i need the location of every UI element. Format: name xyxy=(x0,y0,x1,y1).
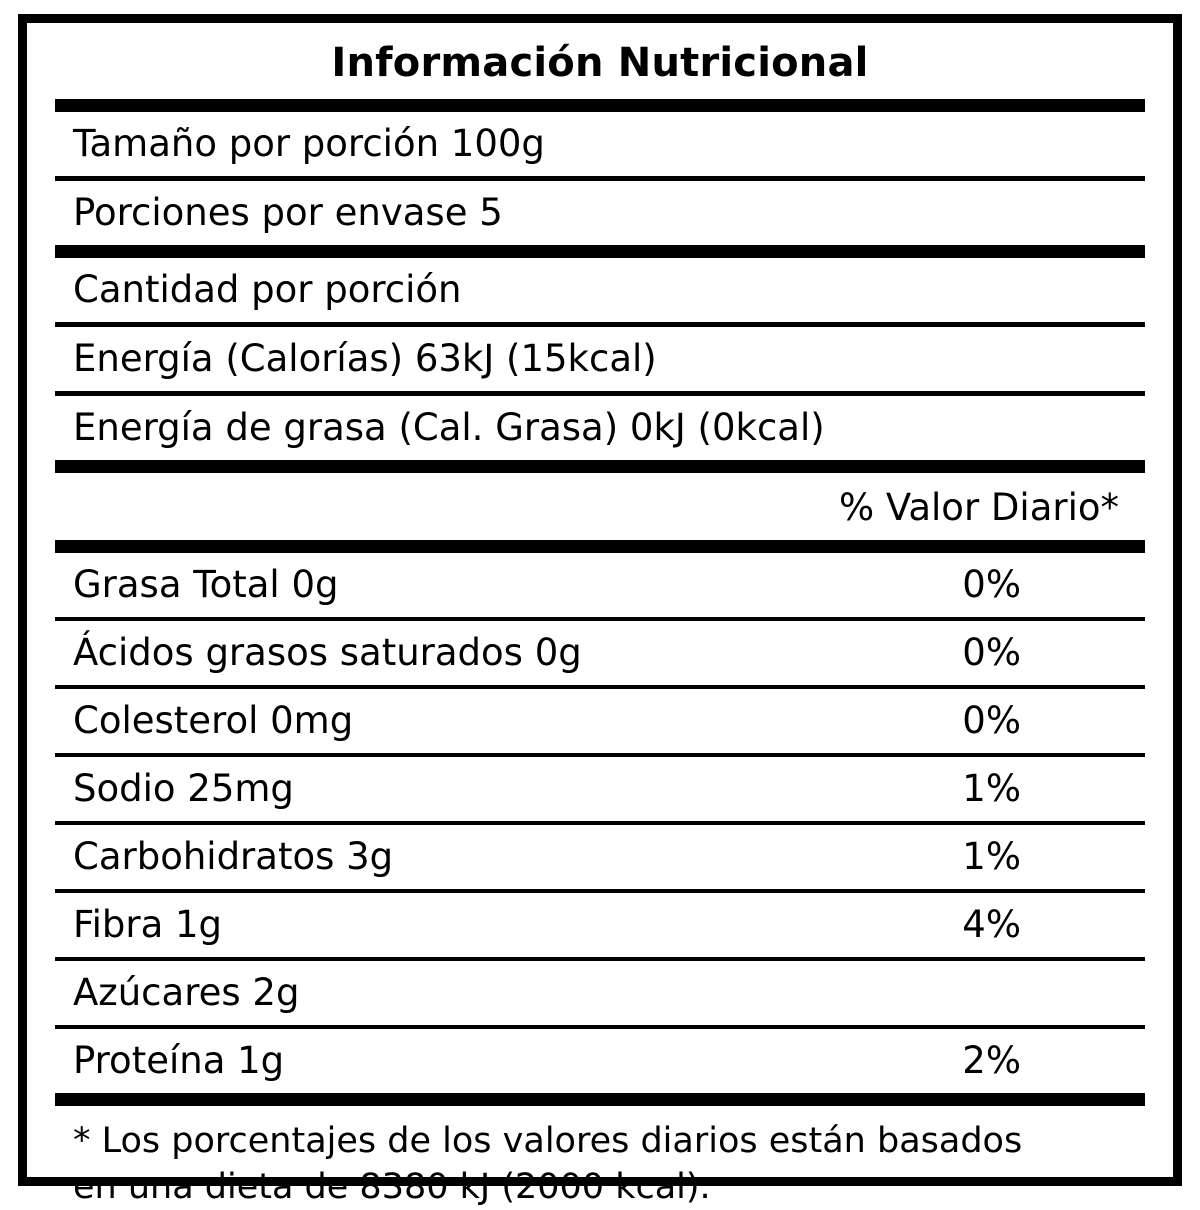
nutrient-dv-value: 0% xyxy=(962,563,1021,606)
nutrient-row-total-fat xyxy=(27,553,1173,617)
servings-per-container-label: Porciones por envase 5 xyxy=(73,191,503,234)
divider-servings xyxy=(55,245,1145,258)
servings-per-container-row xyxy=(27,181,1173,245)
nutrient-dv-value: 1% xyxy=(962,767,1021,810)
nutrient-row-fiber xyxy=(27,893,1173,957)
amount-per-serving-row xyxy=(27,258,1173,322)
nutrient-label: Carbohidratos 3g xyxy=(73,835,394,878)
daily-value-header-label: % Valor Diario* xyxy=(839,486,1119,529)
footnote-line-1: * Los porcentajes de los valores diarios están basados xyxy=(73,1121,1023,1161)
daily-value-header-row xyxy=(27,473,1173,540)
divider-energy-fat xyxy=(55,460,1145,473)
energy-from-fat-label: Energía de grasa (Cal. Grasa) 0kJ (0kcal) xyxy=(73,406,825,449)
nutrient-label: Proteína 1g xyxy=(73,1039,285,1082)
nutrient-label: Fibra 1g xyxy=(73,903,223,946)
energy-row xyxy=(27,327,1173,391)
divider-title xyxy=(55,99,1145,112)
nutrient-label: Azúcares 2g xyxy=(73,971,300,1014)
nutrition-facts-panel xyxy=(18,14,1182,1208)
nutrient-row-carbohydrates xyxy=(27,825,1173,889)
nutrient-label: Sodio 25mg xyxy=(73,767,294,810)
nutrient-dv-value: 4% xyxy=(962,903,1021,946)
footnote xyxy=(27,1106,1173,1210)
page-title: Información Nutricional xyxy=(331,40,869,86)
divider-footnote xyxy=(55,1093,1145,1106)
nutrient-row-sugars xyxy=(27,961,1173,1025)
nutrient-label: Ácidos grasos saturados 0g xyxy=(73,631,582,674)
nutrient-dv-value: 1% xyxy=(962,835,1021,878)
energy-from-fat-row xyxy=(27,396,1173,460)
nutrient-row-sodium xyxy=(27,757,1173,821)
nutrient-dv-value: 0% xyxy=(962,699,1021,742)
amount-per-serving-label: Cantidad por porción xyxy=(73,268,462,311)
nutrient-label: Grasa Total 0g xyxy=(73,563,339,606)
nutrient-row-protein xyxy=(27,1029,1173,1093)
nutrient-row-cholesterol xyxy=(27,689,1173,753)
nutrient-label: Colesterol 0mg xyxy=(73,699,354,742)
nutrient-dv-value: 0% xyxy=(962,631,1021,674)
serving-size-label: Tamaño por porción 100g xyxy=(73,122,545,165)
divider-dv-header xyxy=(55,540,1145,553)
nutrient-row-saturated-fat xyxy=(27,621,1173,685)
nutrition-facts-inner xyxy=(27,23,1173,1208)
nutrient-dv-value: 2% xyxy=(962,1039,1021,1082)
serving-size-row xyxy=(27,112,1173,176)
energy-label: Energía (Calorías) 63kJ (15kcal) xyxy=(73,337,657,380)
footnote-line-2: en una dieta de 8380 kJ (2000 kcal). xyxy=(73,1167,711,1208)
